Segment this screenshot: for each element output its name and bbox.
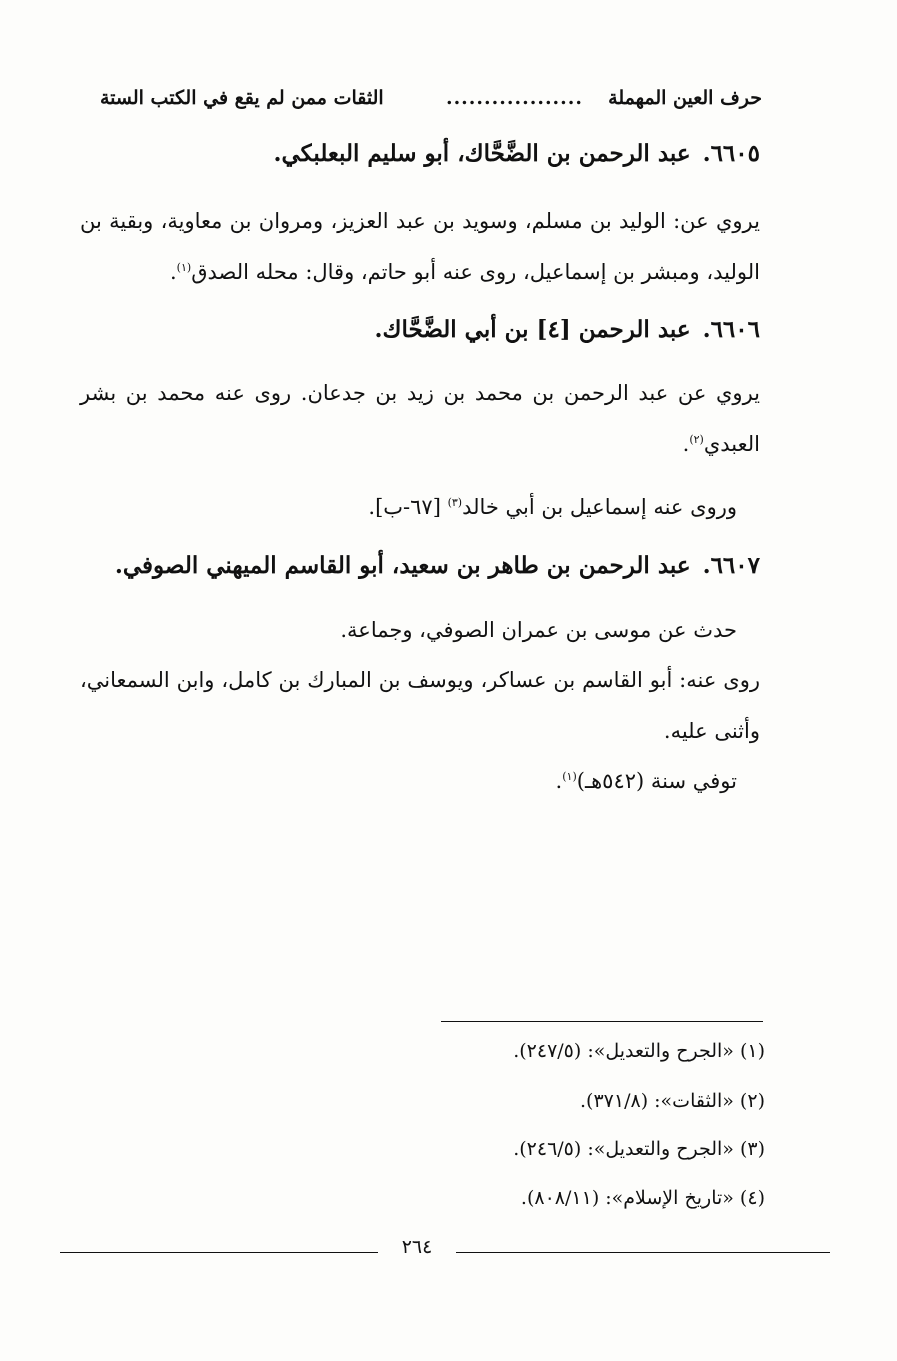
entry-paragraph: يروي عن عبد الرحمن بن محمد بن زيد بن جدعان. روى عنه محمد بن بشر العبدي$^{(٢)}$. (80, 381, 760, 456)
footnote-ref: (٣) (447, 496, 463, 509)
footnote-separator (441, 1021, 763, 1022)
entry-title (274, 140, 761, 167)
header-chapter: حرف العين المهملة (608, 87, 762, 109)
footnote-ref: (٢) (689, 433, 704, 446)
running-header (100, 80, 762, 116)
footnote: (٣) «الجرح والتعديل»: (٢٤٦/٥). (513, 1138, 765, 1160)
footnote: (١) «الجرح والتعديل»: (٢٤٧/٥). (513, 1040, 765, 1062)
entry-name: عبد الرحمن بن طاهر بن سعيد، أبو القاسم الميهني الصوفي. (114, 552, 691, 579)
footnote-ref: (١) (562, 770, 577, 783)
header-book-title: الثقات ممن لم يقع في الكتب الستة (100, 87, 384, 109)
footnote: (٤) «تاريخ الإسلام»: (٨٠٨/١١). (520, 1187, 765, 1209)
footnote: (٢) «الثقات»: (٣٧١/٨). (580, 1090, 765, 1112)
entry-number: ٦٦٠٦. (702, 316, 760, 343)
entry-name: عبد الرحمن [٤] بن أبي الضَّحَّاك. (374, 316, 691, 343)
entry-paragraph: يروي عن: الوليد بن مسلم، وسويد بن عبد العزيز، ومروان بن معاوية، وبقية بن الوليد، ومبشر بن إسماعيل، روى عنه أبو حاتم، وقال: محله الصدق$^{(١)}$. (80, 209, 760, 284)
entry-paragraph: وروى عنه إسماعيل بن أبي خالد$^{(٣)}$ [٦٧-ب]. (368, 495, 737, 519)
entry-paragraph: حدث عن موسى بن عمران الصوفي، وجماعة. (340, 618, 737, 642)
entry-paragraph: روى عنه: أبو القاسم بن عساكر، ويوسف بن المبارك بن كامل، وابن السمعاني، وأثنى عليه. (80, 668, 760, 743)
entry-name: عبد الرحمن بن الضَّحَّاك، أبو سليم البعلبكي. (273, 140, 691, 167)
footnote-ref: (١) (176, 261, 192, 274)
entry-number: ٦٦٠٥. (702, 140, 760, 167)
entry-number: ٦٦٠٧. (702, 552, 760, 579)
entry-paragraph: توفي سنة (٥٤٢هـ)$^{(١)}$. (555, 769, 737, 793)
entry-title (375, 316, 761, 343)
header-leader-dots: .................. (445, 87, 584, 109)
entry-title (115, 552, 760, 579)
page-number: ٢٦٤ (378, 1236, 456, 1258)
